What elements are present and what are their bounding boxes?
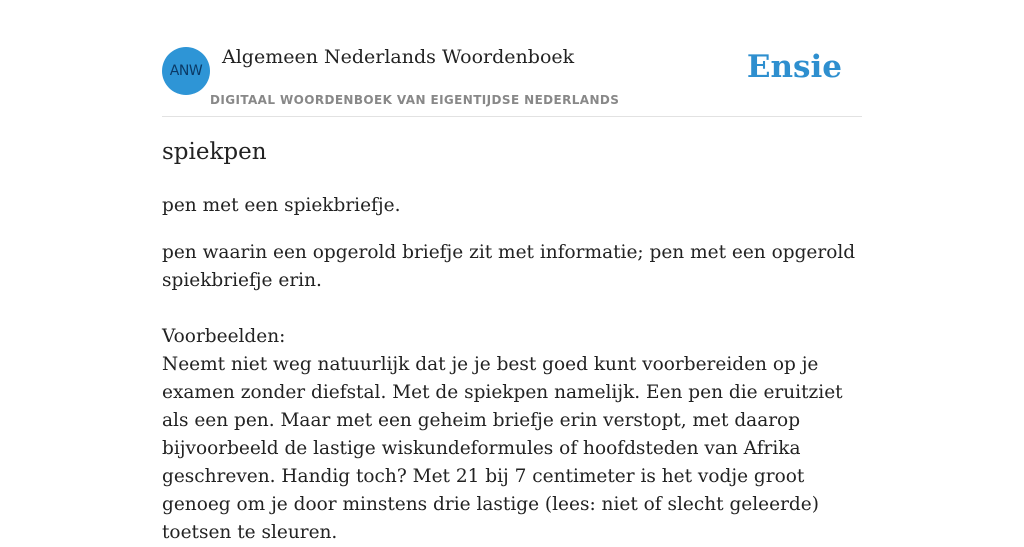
site-subtitle: DIGITAAL WOORDENBOEK VAN EIGENTIJDSE NEDERLANDS (210, 93, 620, 107)
logo-text: ANW (169, 63, 203, 79)
examples-label: Voorbeelden: (162, 326, 286, 347)
header (162, 0, 862, 117)
page (162, 0, 862, 543)
site-title[interactable]: Algemeen Nederlands Woordenboek (222, 46, 575, 68)
entry-definition: pen waarin een opgerold briefje zit met informatie; pen met een opgerold spiekbriefje erin. (162, 242, 856, 291)
page-title: spiekpen (162, 139, 267, 165)
anw-logo[interactable] (162, 47, 210, 95)
example-text: Neemt niet weg natuurlijk dat je je best goed kunt voorbereiden op je examen zonder diefstal. Met de spiekpen namelijk. Een pen die eruitziet als een pen. Maar met een geheim briefje erin verstopt, met daarop bijvoorbeeld de lastige wiskundeformules of hoofdsteden van Afrika geschreven. Handig toch? Met 21 bij 7 centimeter is het vodje groot genoeg om je door minstens drie lastige (lees: niet of slecht geleerde) toetsen te sleuren. (162, 354, 843, 543)
entry-summary: pen met een spiekbriefje. (162, 195, 401, 216)
ensie-brand-link[interactable]: Ensie (746, 49, 842, 85)
